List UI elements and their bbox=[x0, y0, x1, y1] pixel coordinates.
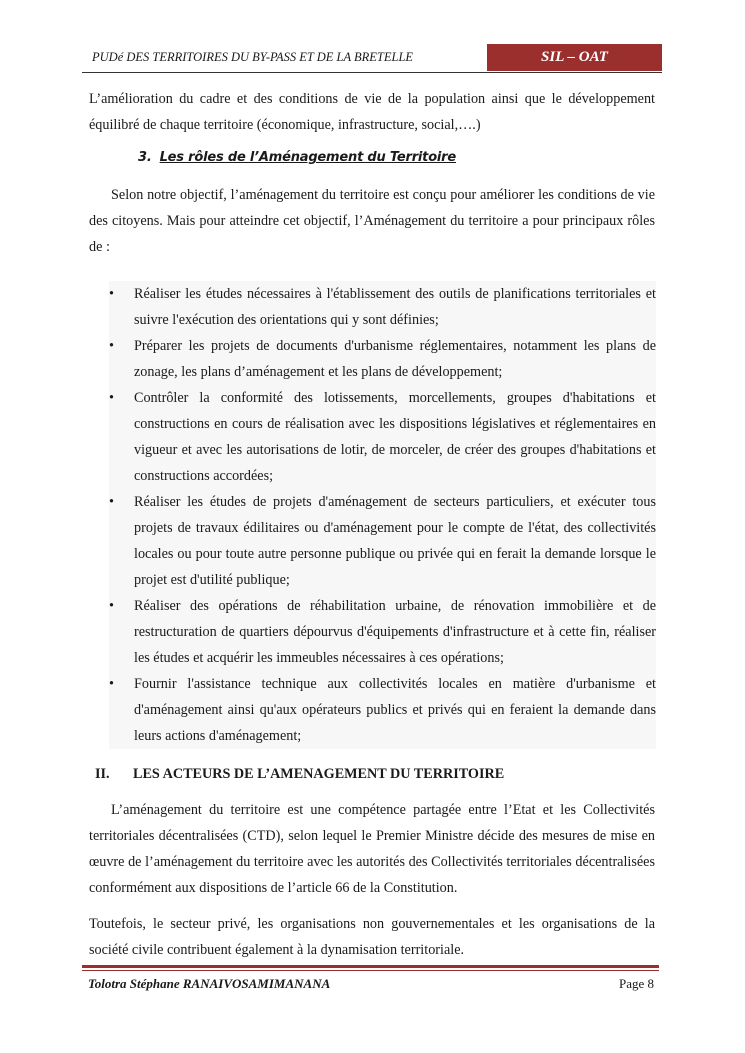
section-title: Les rôles de l’Aménagement du Territoire bbox=[159, 150, 457, 165]
actors-paragraph-2: Toutefois, le secteur privé, les organisations non gouvernementales et les organisations de la société civile contribuent également à la dynamisation territoriale. bbox=[89, 916, 655, 958]
list-item-text: Réaliser des opérations de réhabilitation urbaine, de rénovation immobilière et de restructuration de quartiers dépourvus d'équipements d'infrastructure et à cette fin, réaliser les études et acquérir les immeubles nécessaires à ces opérations; bbox=[134, 598, 656, 666]
list-item-text: Contrôler la conformité des lotissements, morcellements, groupes d'habitations et constructions en cours de réalisation avec les dispositions législatives et réglementaires en vigueur et avec les autorisations de lotir, de morceler, de créer des groupes d'habitations et constructions accordées; bbox=[134, 390, 656, 484]
header-title: PUDé DES TERRITOIRES DU BY-PASS ET DE LA BRETELLE bbox=[92, 50, 414, 64]
roles-intro-paragraph: Selon notre objectif, l’aménagement du territoire est conçu pour améliorer les conditions de vie des citoyens. Mais pour atteindre cet objectif, l’Aménagement du territoire a pour principaux rôles de : bbox=[89, 187, 655, 255]
bullet-icon: • bbox=[109, 390, 114, 406]
section-heading-roles bbox=[138, 150, 456, 165]
bullet-icon: • bbox=[109, 598, 114, 614]
page-number: Page 8 bbox=[619, 976, 655, 991]
actors-paragraph: L’aménagement du territoire est une compétence partagée entre l’Etat et les Collectivités territoriales décentralisées (CTD), selon lequel le Premier Ministre décide des mesures de mise en œuvre de l’aménagement du territoire avec les autorités des Collectivités territoriales décentralisées conformément aux dispositions de l’article 66 de la Constitution. bbox=[89, 802, 655, 896]
list-item-text: Préparer les projets de documents d'urbanisme réglementaires, notamment les plans de zonage, les plans d’aménagement et les plans de développement; bbox=[134, 338, 656, 380]
roles-list bbox=[109, 281, 656, 749]
list-item bbox=[109, 593, 656, 671]
section-title: LES ACTEURS DE L’AMENAGEMENT DU TERRITOIRE bbox=[133, 766, 505, 782]
list-item bbox=[109, 333, 656, 385]
list-item-text: Fournir l'assistance technique aux collectivités locales en matière d'urbanisme et d'aménagement ainsi qu'aux opérateurs publics et privés qui en feraient la demande dans leurs actions d'aménagement; bbox=[134, 676, 656, 744]
footer-divider bbox=[82, 965, 659, 968]
section-number: II. bbox=[95, 766, 110, 782]
list-item bbox=[109, 385, 656, 489]
bullet-icon: • bbox=[109, 494, 114, 510]
bullet-icon: • bbox=[109, 286, 114, 302]
bullet-icon: • bbox=[109, 676, 114, 692]
list-item bbox=[109, 489, 656, 593]
section-number: 3. bbox=[138, 150, 152, 165]
footer-divider-thin bbox=[82, 970, 659, 971]
header-badge: SIL – OAT bbox=[487, 44, 662, 71]
header-divider bbox=[82, 72, 662, 73]
intro-paragraph: L’amélioration du cadre et des conditions de vie de la population ainsi que le développement équilibré de chaque territoire (économique, infrastructure, social,….) bbox=[89, 91, 655, 133]
list-item-text: Réaliser les études nécessaires à l'établissement des outils de planifications territoriales et suivre l'exécution des orientations qui y sont définies; bbox=[134, 286, 656, 328]
list-item bbox=[109, 671, 656, 749]
list-item bbox=[109, 281, 656, 333]
section-heading-actors bbox=[95, 766, 504, 783]
list-item-text: Réaliser les études de projets d'aménagement de secteurs particuliers, et exécuter tous projets de travaux édilitaires ou d'aménagement pour le compte de l'état, des collectivités locales ou pour toute autre personne publique ou privée qui en ferait la demande lorsque le projet est d'utilité publique; bbox=[134, 494, 656, 588]
bullet-icon: • bbox=[109, 338, 114, 354]
footer-author: Tolotra Stéphane RANAIVOSAMIMANANA bbox=[88, 976, 331, 991]
